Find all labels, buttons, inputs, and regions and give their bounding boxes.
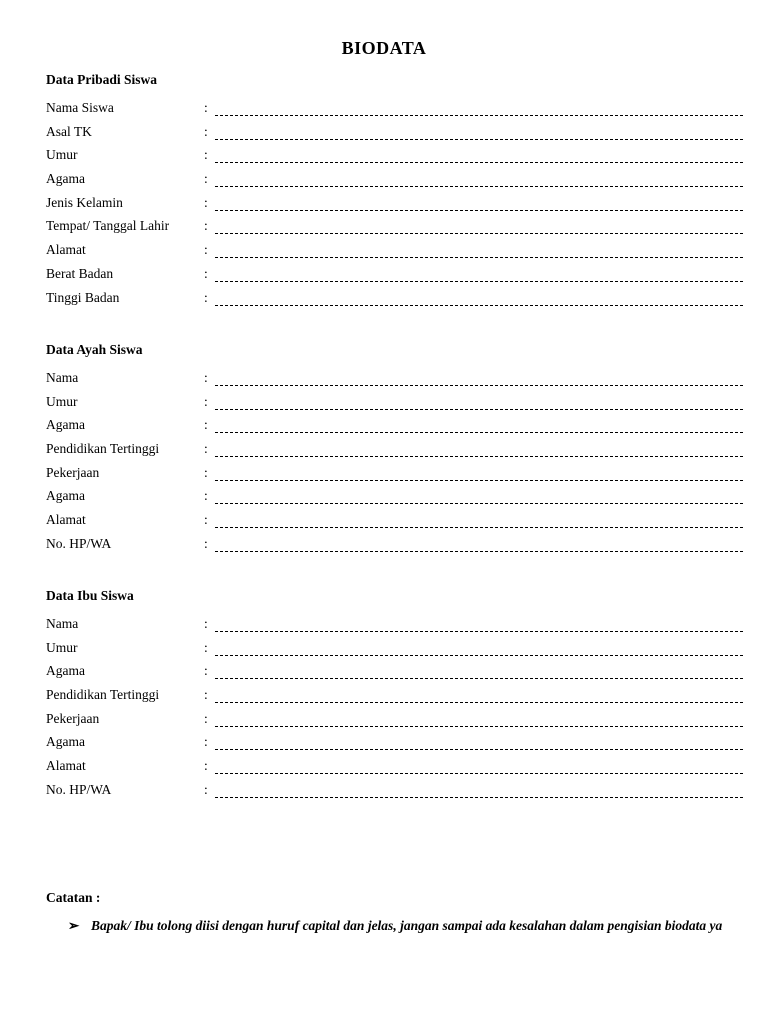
- field-colon: :: [204, 417, 208, 433]
- section-data-pribadi-siswa: [46, 72, 743, 313]
- field-row-no-hp-wa: [46, 782, 743, 806]
- field-colon: :: [204, 781, 208, 797]
- fill-in-line[interactable]: [215, 749, 743, 750]
- field-label: Asal TK: [46, 123, 92, 139]
- field-label: Agama: [46, 488, 85, 504]
- field-label: Umur: [46, 393, 78, 409]
- fill-in-line[interactable]: [215, 702, 743, 703]
- notes-title: Catatan :: [46, 890, 101, 905]
- field-row-nama: [46, 616, 743, 640]
- field-label: Agama: [46, 417, 85, 433]
- field-colon: :: [204, 100, 208, 115]
- field-label: Umur: [46, 639, 78, 655]
- field-colon: :: [204, 710, 208, 726]
- fill-in-line[interactable]: [215, 139, 743, 140]
- field-colon: :: [204, 616, 208, 631]
- fill-in-line[interactable]: [215, 233, 743, 234]
- field-colon: :: [204, 639, 208, 655]
- fill-in-line[interactable]: [215, 162, 743, 163]
- fill-in-line[interactable]: [215, 210, 743, 211]
- field-list: [46, 100, 743, 313]
- field-label: Nama: [46, 616, 79, 631]
- field-colon: :: [204, 535, 208, 551]
- field-row-alamat: [46, 242, 743, 266]
- field-row-pekerjaan: [46, 465, 743, 489]
- field-row-pendidikan-tertinggi: [46, 687, 743, 711]
- fill-in-line[interactable]: [215, 409, 743, 410]
- field-label: Jenis Kelamin: [46, 194, 123, 210]
- field-row-agama-2: [46, 488, 743, 512]
- field-row-umur: [46, 147, 743, 171]
- field-colon: :: [204, 370, 208, 385]
- field-colon: :: [204, 758, 208, 774]
- fill-in-line[interactable]: [215, 631, 743, 632]
- field-label: Agama: [46, 171, 85, 187]
- fill-in-line[interactable]: [215, 480, 743, 481]
- field-colon: :: [204, 194, 208, 210]
- field-label: Umur: [46, 147, 78, 163]
- field-row-umur: [46, 640, 743, 664]
- note-item: [46, 917, 723, 934]
- field-colon: :: [204, 734, 208, 750]
- fill-in-line[interactable]: [215, 385, 743, 386]
- field-row-asal-tk: [46, 124, 743, 148]
- field-row-agama: [46, 171, 743, 195]
- field-colon: :: [204, 147, 208, 163]
- field-colon: :: [204, 687, 208, 703]
- fill-in-line[interactable]: [215, 678, 743, 679]
- field-row-alamat: [46, 758, 743, 782]
- section-data-ayah-siswa: [46, 342, 743, 560]
- field-row-nama-siswa: [46, 100, 743, 124]
- field-colon: :: [204, 488, 208, 504]
- fill-in-line[interactable]: [215, 773, 743, 774]
- field-colon: :: [204, 441, 208, 457]
- field-label: Nama Siswa: [46, 100, 114, 115]
- field-colon: :: [204, 289, 208, 305]
- fill-in-line[interactable]: [215, 257, 743, 258]
- field-row-agama-2: [46, 734, 743, 758]
- field-list: [46, 616, 743, 806]
- fill-in-line[interactable]: [215, 503, 743, 504]
- field-row-alamat: [46, 512, 743, 536]
- field-row-nama: [46, 370, 743, 394]
- field-row-agama: [46, 417, 743, 441]
- fill-in-line[interactable]: [215, 186, 743, 187]
- field-colon: :: [204, 265, 208, 281]
- field-colon: :: [204, 393, 208, 409]
- fill-in-line[interactable]: [215, 527, 743, 528]
- fill-in-line[interactable]: [215, 432, 743, 433]
- fill-in-line[interactable]: [215, 305, 743, 306]
- notes-section: [46, 890, 723, 934]
- fill-in-line[interactable]: [215, 655, 743, 656]
- field-row-pekerjaan: [46, 711, 743, 735]
- field-label: Nama: [46, 370, 79, 385]
- document-title: BIODATA: [341, 38, 427, 58]
- fill-in-line[interactable]: [215, 456, 743, 457]
- field-label: No. HP/WA: [46, 535, 112, 551]
- field-colon: :: [204, 171, 208, 187]
- field-label: Berat Badan: [46, 265, 114, 281]
- field-colon: :: [204, 464, 208, 480]
- field-label: No. HP/WA: [46, 781, 112, 797]
- field-row-berat-badan: [46, 266, 743, 290]
- field-colon: :: [204, 123, 208, 139]
- field-list: [46, 370, 743, 560]
- note-text: Bapak/ Ibu tolong diisi dengan huruf capital dan jelas, jangan sampai ada kesalahan dalam pengisian biodata ya: [91, 918, 723, 933]
- field-row-umur: [46, 394, 743, 418]
- field-row-jenis-kelamin: [46, 195, 743, 219]
- fill-in-line[interactable]: [215, 115, 743, 116]
- field-label: Agama: [46, 663, 85, 679]
- field-row-tinggi-badan: [46, 290, 743, 314]
- field-label: Pendidikan Tertinggi: [46, 687, 160, 703]
- field-label: Pekerjaan: [46, 464, 100, 480]
- field-label: Tinggi Badan: [46, 289, 120, 305]
- field-label: Alamat: [46, 242, 86, 258]
- field-colon: :: [204, 512, 208, 528]
- section-title: Data Pribadi Siswa: [46, 72, 158, 87]
- fill-in-line[interactable]: [215, 726, 743, 727]
- fill-in-line[interactable]: [215, 551, 743, 552]
- field-label: Pekerjaan: [46, 710, 100, 726]
- section-title: Data Ayah Siswa: [46, 342, 143, 357]
- field-row-pendidikan-tertinggi: [46, 441, 743, 465]
- field-colon: :: [204, 663, 208, 679]
- fill-in-line[interactable]: [215, 281, 743, 282]
- field-label: Pendidikan Tertinggi: [46, 441, 160, 457]
- field-row-no-hp-wa: [46, 536, 743, 560]
- field-label: Alamat: [46, 512, 86, 528]
- fill-in-line[interactable]: [215, 797, 743, 798]
- field-colon: :: [204, 218, 208, 234]
- section-data-ibu-siswa: [46, 588, 743, 806]
- arrow-bullet-icon: ➢: [68, 918, 80, 933]
- field-row-agama: [46, 663, 743, 687]
- section-title: Data Ibu Siswa: [46, 588, 134, 603]
- field-label: Tempat/ Tanggal Lahir: [46, 218, 170, 234]
- field-colon: :: [204, 242, 208, 258]
- field-row-tempat-tanggal-lahir: [46, 218, 743, 242]
- field-label: Agama: [46, 734, 85, 750]
- field-label: Alamat: [46, 758, 86, 774]
